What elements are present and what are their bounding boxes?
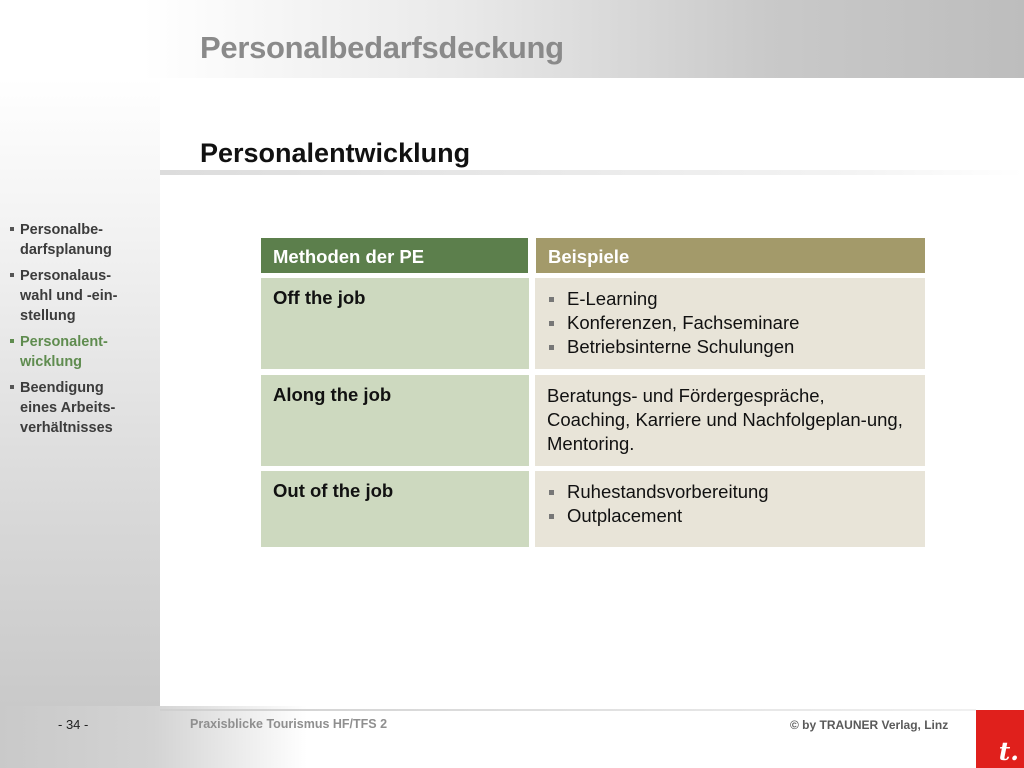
table-cell-method: Off the job: [261, 278, 529, 369]
table-cell-method: Along the job: [261, 375, 529, 466]
bullet-list: [547, 287, 913, 359]
sidebar-item-beendigung[interactable]: Beendigung eines Arbeits- verhältnisses: [10, 378, 155, 438]
list-item: Ruhestandsvorbereitung: [547, 480, 913, 504]
table-cell-examples: Beratungs- und Fördergespräche, Coaching, Karriere und Nachfolgeplan-ung, Mentoring.: [535, 375, 925, 466]
deck-title: Personalbedarfsdeckung: [200, 30, 564, 65]
table-cell-examples: [535, 278, 925, 369]
table-header-examples: Beispiele: [536, 238, 925, 273]
sidebar-item-personalbedarfsplanung[interactable]: Personalbe- darfsplanung: [10, 220, 155, 260]
table-cell-examples: [535, 471, 925, 547]
footer-source: Praxisblicke Tourismus HF/TFS 2: [190, 717, 388, 731]
footer-divider: [160, 709, 976, 711]
table-cell-method: Out of the job: [261, 471, 529, 547]
title-banner: [0, 0, 1024, 78]
logo-text: t.: [998, 737, 1019, 766]
list-item: E-Learning: [547, 287, 913, 311]
list-item: Konferenzen, Fachseminare: [547, 311, 913, 335]
page-number: - 34 -: [58, 717, 89, 732]
list-item: Outplacement: [547, 504, 913, 528]
bullet-list: [547, 480, 913, 528]
sidebar-nav: [0, 78, 160, 706]
section-title: Personalentwicklung: [200, 138, 471, 168]
section-divider: [160, 170, 1024, 175]
table-header-method: Methoden der PE: [261, 238, 528, 273]
trauner-logo: [976, 710, 1024, 768]
footer: [0, 706, 1024, 768]
list-item: Betriebsinterne Schulungen: [547, 335, 913, 359]
sidebar-list: [10, 220, 155, 444]
sidebar-item-personalauswahl[interactable]: Personalaus- wahl und -ein- stellung: [10, 266, 155, 326]
footer-copyright: © by TRAUNER Verlag, Linz: [790, 718, 949, 732]
sidebar-item-personalentwicklung[interactable]: Personalent- wicklung: [10, 332, 155, 372]
